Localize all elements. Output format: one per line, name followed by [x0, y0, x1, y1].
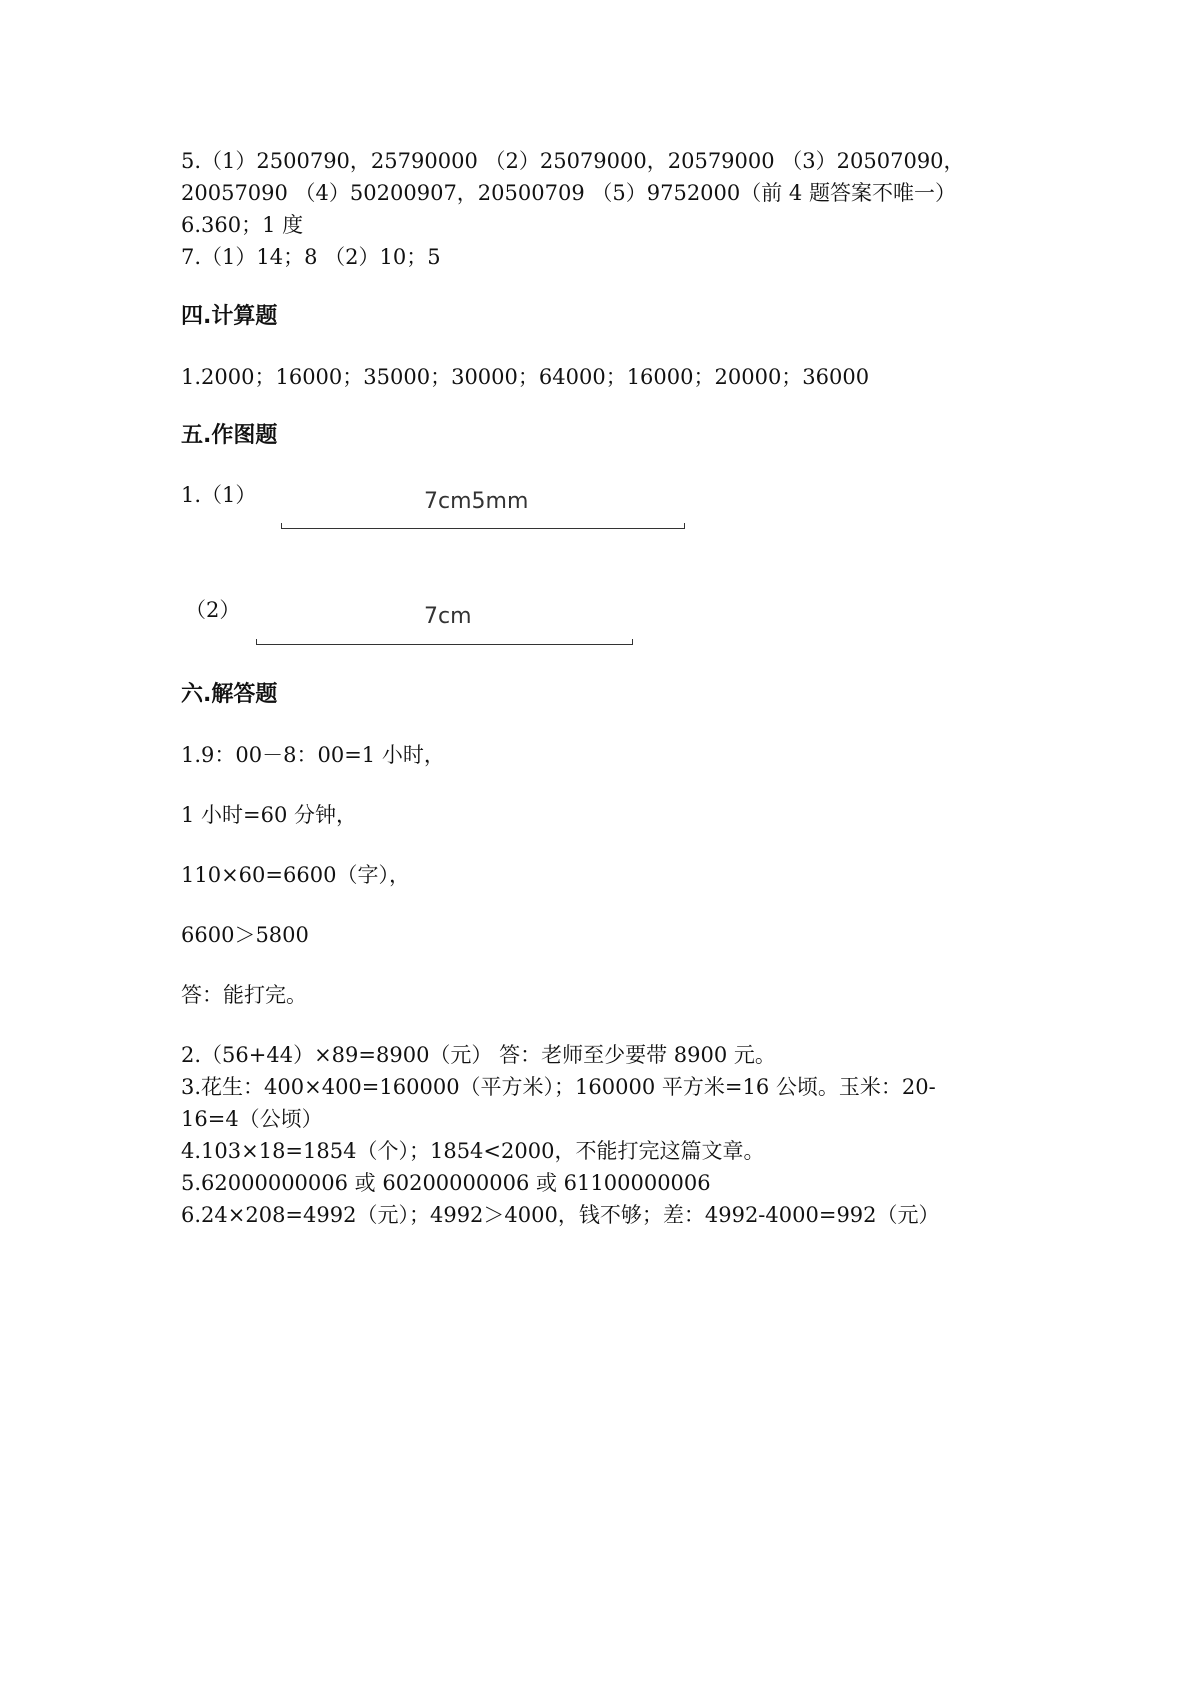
s3-q5-line1: 5.（1）2500790，25790000 （2）25079000，20579000 （3）20507090， — [181, 149, 965, 173]
segment2-label: 7cm — [424, 604, 472, 629]
segment1-line — [281, 523, 685, 529]
s3-q7: 7.（1）14；8 （2）10；5 — [181, 245, 441, 269]
s3-q5-line2: 20057090 （4）50200907，20500709 （5）9752000（前 4 题答案不唯一） — [181, 181, 956, 205]
section4-heading: 四.计算题 — [181, 304, 278, 329]
s6-q3-line2: 16=4（公顷） — [181, 1107, 323, 1131]
s6-q6: 6.24×208=4992（元）；4992＞4000，钱不够；差：4992-4000=992（元） — [181, 1203, 940, 1227]
s5-q1-part2-label: （2） — [185, 598, 241, 622]
s5-q1-part1-label: 1.（1） — [181, 483, 257, 507]
s6-q4: 4.103×18=1854（个）；1854<2000，不能打完这篇文章。 — [181, 1139, 765, 1163]
s6-q2: 2.（56+44）×89=8900（元） 答：老师至少要带 8900 元。 — [181, 1043, 776, 1067]
s3-q6: 6.360；1 度 — [181, 213, 304, 237]
s6-q1-line3: 110×60=6600（字）， — [181, 863, 410, 887]
section5-heading: 五.作图题 — [181, 423, 278, 448]
segment2-line — [256, 639, 633, 645]
segment1-label: 7cm5mm — [424, 489, 529, 514]
s6-q5: 5.62000000006 或 60200000006 或 61100000006 — [181, 1171, 711, 1195]
s6-q1-line1: 1.9：00－8：00=1 小时， — [181, 743, 445, 767]
section6-heading: 六.解答题 — [181, 682, 278, 707]
s6-q1-answer: 答：能打完。 — [181, 983, 307, 1007]
s6-q1-line4: 6600＞5800 — [181, 923, 309, 947]
s6-q3-line1: 3.花生：400×400=160000（平方米）；160000 平方米=16 公顷。玉米：20- — [181, 1075, 936, 1099]
s6-q1-line2: 1 小时=60 分钟， — [181, 803, 358, 827]
s4-q1: 1.2000；16000；35000；30000；64000；16000；20000；36000 — [181, 365, 870, 389]
